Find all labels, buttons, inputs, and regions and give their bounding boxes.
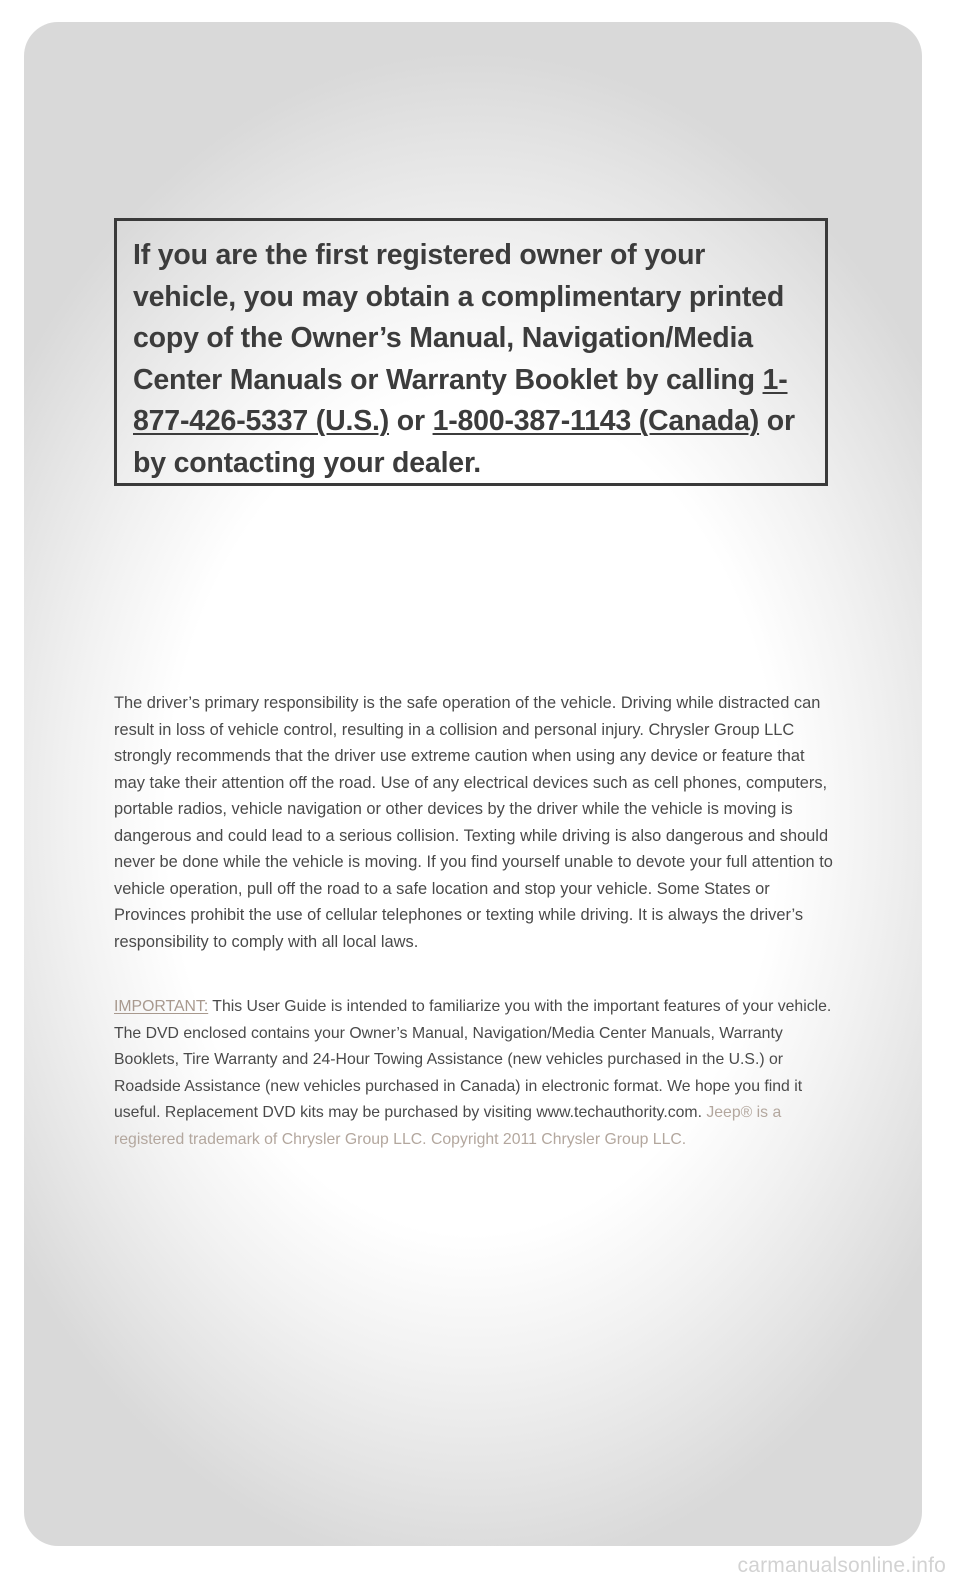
important-label: IMPORTANT:: [114, 998, 209, 1015]
notice-text: [133, 235, 809, 484]
notice-outro: or by contacting your dealer.: [133, 405, 795, 479]
important-text: This User Guide is intended to familiarize you with the important features of your vehicle. The DVD enclosed contains your Owner’s Manual, Navigation/Media Center Manuals, Warranty Booklets, Tire Warranty and 24-Hour Towing Assistance (new vehicles purchased in the U.S.) or Roadside Assistance (new vehicles purchased in Canada) in electronic format. We hope you find it useful. Replacement DVD kits may be purchased by visiting www.techauthority.com.: [114, 998, 832, 1121]
trademark-notice: Jeep® is a registered trademark of Chrysler Group LLC. Copyright 2011 Chrysler Group LLC.: [114, 1104, 782, 1148]
watermark-text: carmanualsonline.info: [737, 1554, 946, 1577]
driver-safety-paragraph: The driver’s primary responsibility is the safe operation of the vehicle. Driving while distracted can result in loss of vehicle control, resulting in a collision and personal injury. Chrysler Group LLC strongly recommends that the driver use extreme caution when using any device or feature that may take their attention off the road. Use of any electrical devices such as cell phones, computers, portable radios, vehicle navigation or other devices by the driver while the vehicle is moving is dangerous and could lead to a serious collision. Texting while driving is also dangerous and should never be done while the vehicle is moving. If you find yourself unable to devote your full attention to vehicle operation, pull off the road to a safe location and stop your vehicle. Some States or Provinces prohibit the use of cellular telephones or texting while driving. It is always the driver’s responsibility to comply with all local laws.: [114, 694, 833, 951]
notice-connector: or: [389, 405, 433, 437]
important-paragraph: [114, 994, 838, 1153]
phone-us-link[interactable]: 1-877-426-5337 (U.S.): [133, 363, 788, 437]
notice-intro: If you are the first registered owner of your vehicle, you may obtain a complimentary printed copy of the Owner’s Manual, Navigation/Media Center Manuals or Warranty Booklet by calling: [133, 239, 785, 396]
phone-canada-link[interactable]: 1-800-387-1143 (Canada): [432, 405, 760, 437]
complimentary-copy-notice: [114, 218, 828, 486]
